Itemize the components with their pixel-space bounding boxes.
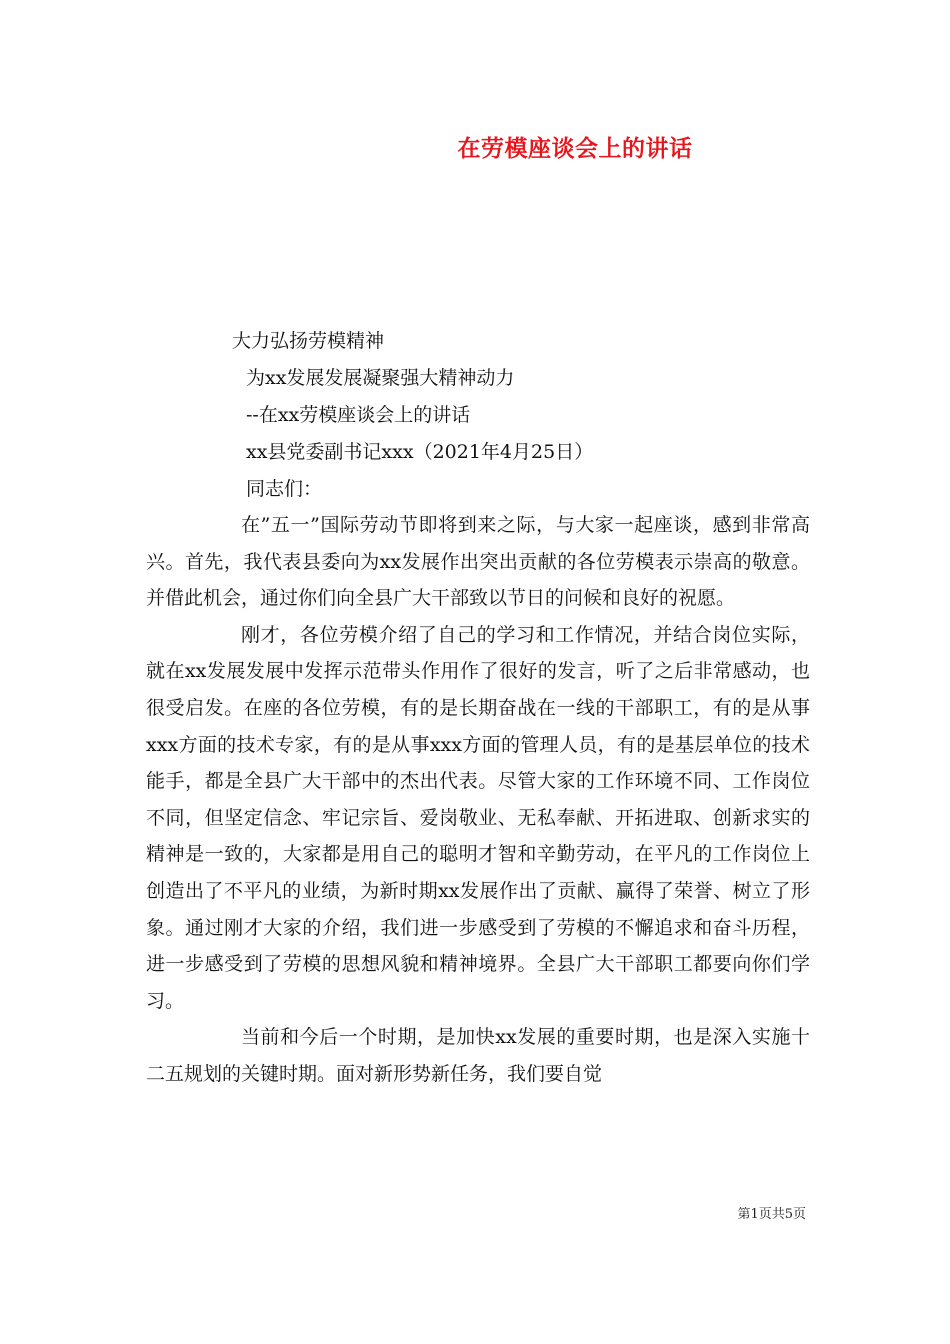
speech-occasion: --在xx劳模座谈会上的讲话 <box>246 404 471 426</box>
speech-main-title: 大力弘扬劳模精神 <box>232 330 385 352</box>
paragraph: 当前和今后一个时期，是加快xx发展的重要时期，也是深入实施十二五规划的关键时期。面对新形势新任务，我们要自觉 <box>146 1026 810 1085</box>
document-title: 在劳模座谈会上的讲话 <box>457 136 693 162</box>
page-number: 第1页共5页 <box>737 1207 806 1222</box>
salutation: 同志们： <box>246 478 323 500</box>
speech-subtitle: 为xx发展发展凝聚强大精神动力 <box>246 367 515 389</box>
paragraph: 刚才，各位劳模介绍了自己的学习和工作情况，并结合岗位实际，就在xx发展发展中发挥示范带头作用作了很好的发言，听了之后非常感动，也很受启发。在座的各位劳模，有的是长期奋战在一线的干部职工，有的是从事xxx方面的技术专家，有的是从事xxx方面的管理人员，有的是基层单位的技术能手，都是全县广大干部中的杰出代表。尽管大家的工作环境不同、工作岗位不同，但坚定信念、牢记宗旨、爱岗敬业、无私奉献、开拓进取、创新求实的精神是一致的，大家都是用自己的聪明才智和辛勤劳动，在平凡的工作岗位上创造出了不平凡的业绩，为新时期xx发展作出了贡献、赢得了荣誉、树立了形象。通过刚才大家的介绍，我们进一步感受到了劳模的不懈追求和奋斗历程，进一步感受到了劳模的思想风貌和精神境界。全县广大干部职工都要向你们学习。 <box>146 623 810 1012</box>
speech-body <box>146 507 810 1093</box>
paragraph: 在”五一”国际劳动节即将到来之际，与大家一起座谈，感到非常高兴。首先，我代表县委向为xx发展作出突出贡献的各位劳模表示崇高的敬意。并借此机会，通过你们向全县广大干部致以节日的问候和良好的祝愿。 <box>146 514 810 610</box>
speaker-line: xx县党委副书记xxx（2021年4月25日） <box>246 441 594 463</box>
